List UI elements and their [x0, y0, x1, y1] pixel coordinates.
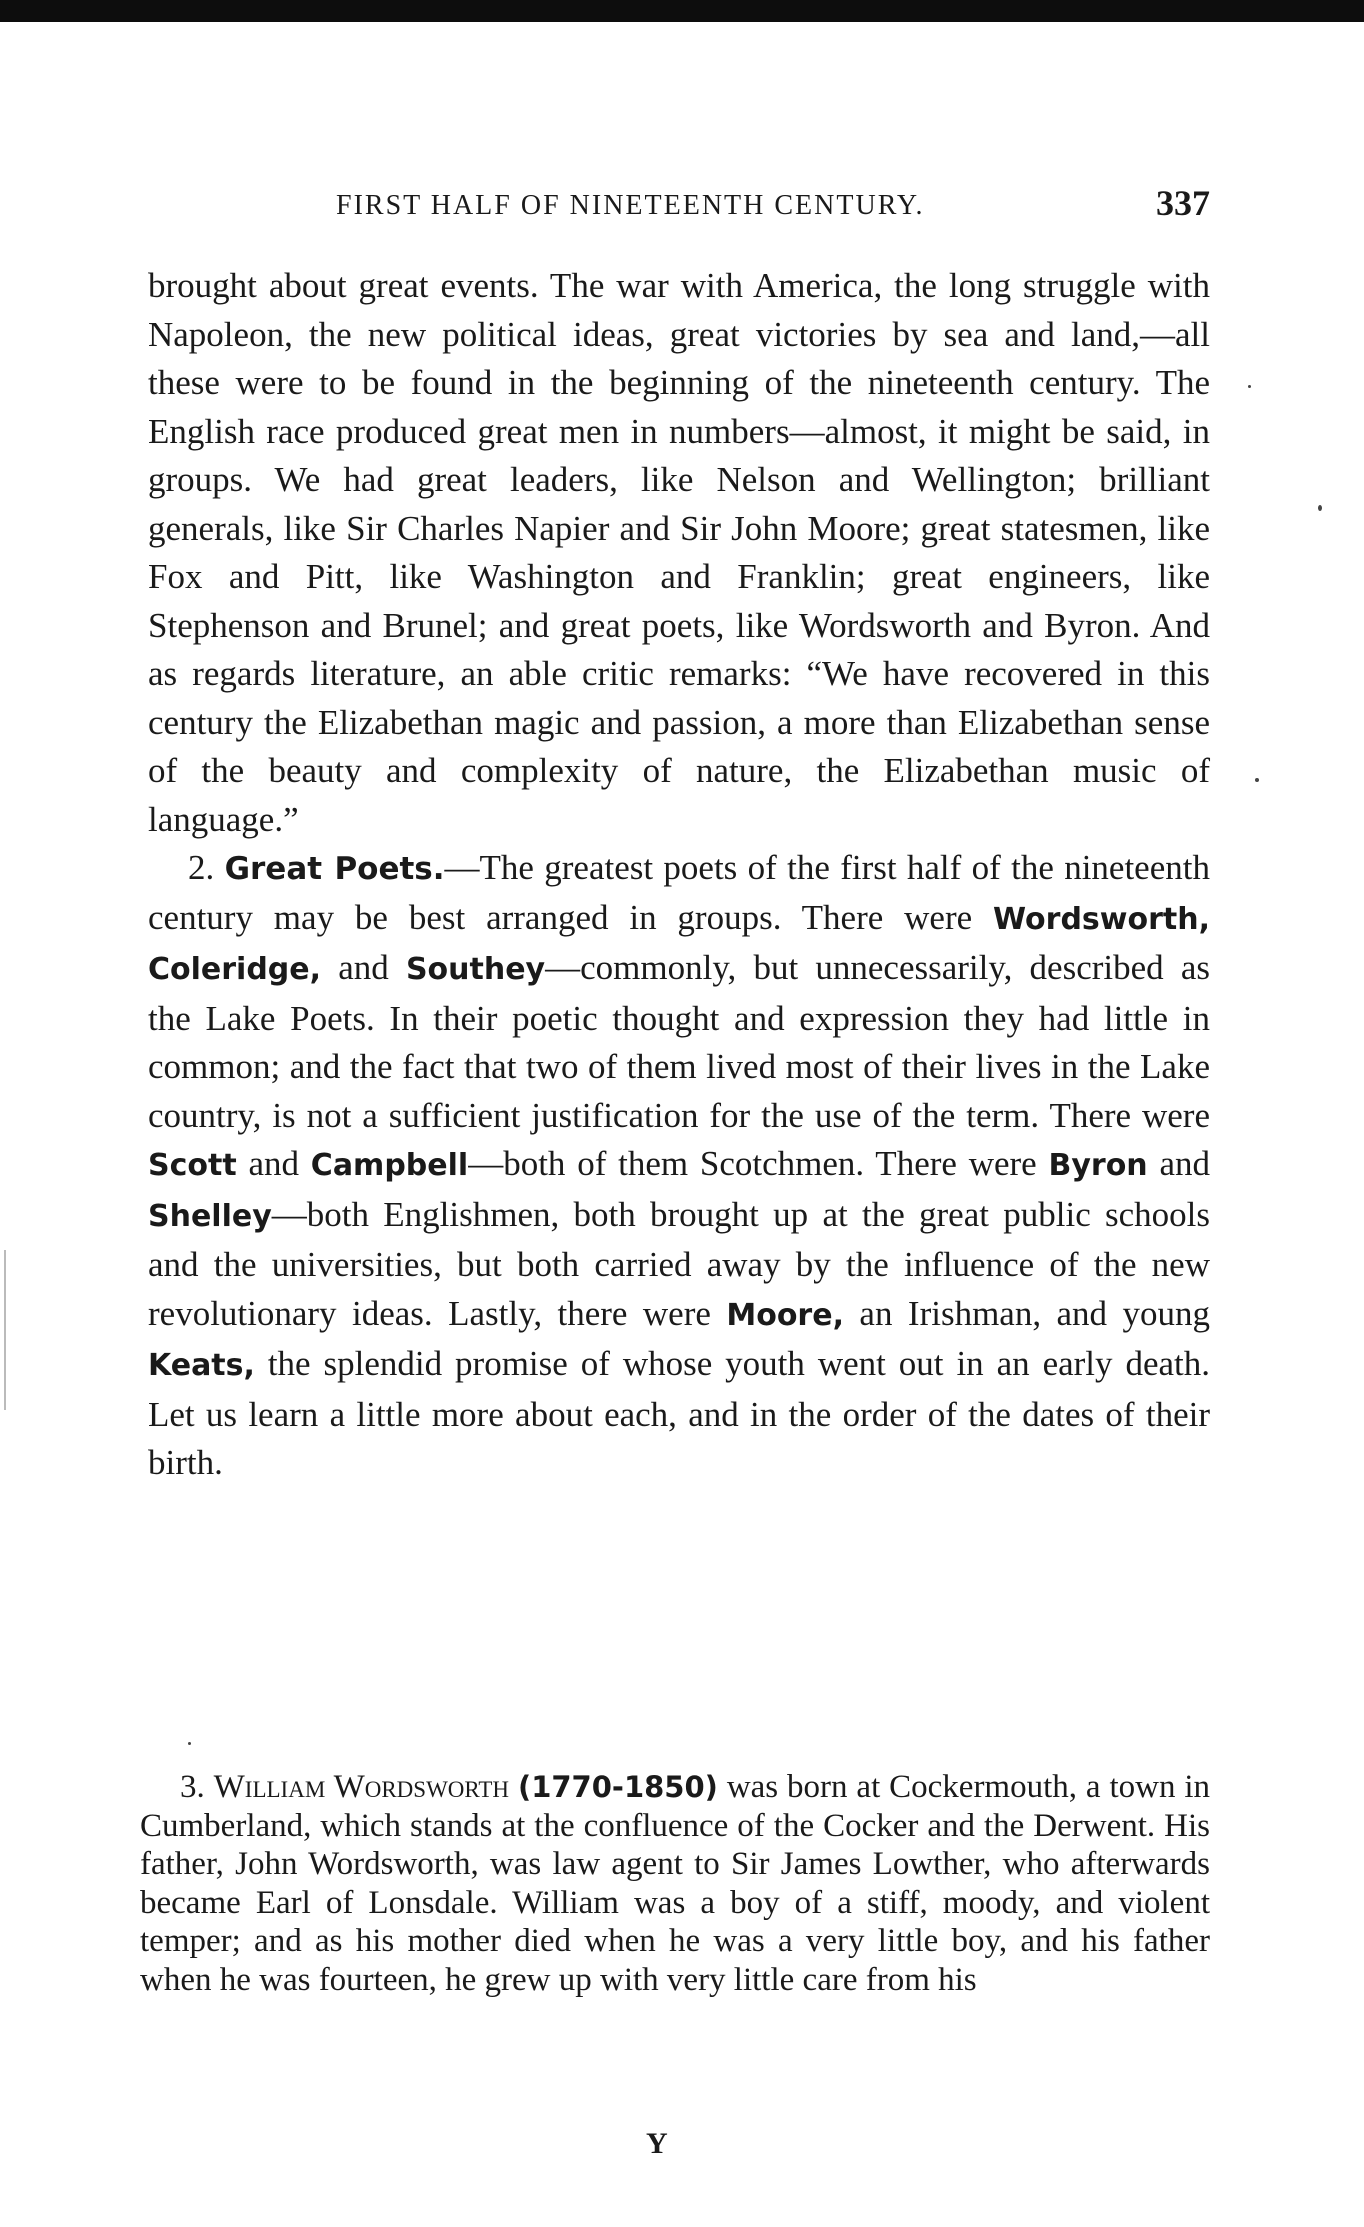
- running-head: FIRST HALF OF NINETEENTH CENTURY.: [336, 190, 925, 221]
- page-header: [148, 178, 1210, 228]
- text-run: —The greatest poets of the first half of the nineteenth century may be best arranged in groups. There were: [148, 848, 1210, 937]
- scan-speck: [188, 1742, 191, 1745]
- scan-speck: [1255, 778, 1259, 782]
- life-dates: (1770-1850): [517, 1770, 718, 1804]
- paragraph-3: [140, 1768, 1210, 1999]
- scan-speck: [1318, 505, 1322, 511]
- poet-name: Scott: [148, 1148, 237, 1183]
- poet-name: Moore,: [726, 1297, 844, 1333]
- text-run: the splendid promise of whose youth went out in an early death. Let us learn a little more about each, and in the order of the dates of their birth.: [148, 1344, 1210, 1482]
- poet-name: Campbell: [310, 1148, 469, 1183]
- subject-name: William Wordsworth: [213, 1769, 510, 1805]
- text-run: and: [1147, 1144, 1210, 1183]
- text-run: —both of them Scotchmen. There were: [468, 1144, 1049, 1183]
- poet-name: Coleridge,: [148, 952, 322, 987]
- paragraph-2: [148, 844, 1210, 1488]
- section-number: 3.: [180, 1769, 205, 1805]
- poet-name: Wordsworth,: [993, 901, 1210, 937]
- text-run: was born at Cockermouth, a town in Cumberland, which stands at the confluence of the Cocker and the Derwent. His father, John Wordsworth, was law agent to Sir James Lowther, who afterwards became Earl of Lonsdale. William was a boy of a stiff, moody, and violent temper; and as his mother died when he was a very little boy, and his father when he was fourteen, he grew up with very little care from his: [140, 1769, 1211, 1998]
- paragraph-1: brought about great events. The war with America, the long struggle with Napoleon, the new political ideas, great victories by sea and land,—all these were to be found in the beginning of the nineteenth century. The English race produced great men in numbers—almost, it might be said, in groups. We had great leaders, like Nelson and Wellington; brilliant generals, like Sir Charles Napier and Sir John Moore; great statesmen, like Fox and Pitt, like Washington and Franklin; great engineers, like Stephenson and Brunel; and great poets, like Wordsworth and Byron. And as regards literature, an able critic remarks: “We have recovered in this century the Elizabethan magic and passion, a more than Elizabethan sense of the beauty and complexity of nature, the Elizabethan music of language.”: [148, 266, 1210, 839]
- page-number: 337: [1156, 183, 1210, 223]
- text-run: —commonly, but unnecessarily, described as the Lake Poets. In their poetic thought and expression they had little in common; and the fact that two of them lived most of their lives in the Lake country, is not a sufficient justification for the use of the term. There were: [148, 948, 1210, 1135]
- poet-name: Southey: [405, 952, 546, 987]
- poet-name: Keats,: [148, 1348, 255, 1383]
- section-3: [140, 1768, 1210, 1999]
- poet-name: Byron: [1048, 1148, 1148, 1183]
- main-text: [148, 262, 1210, 1488]
- poet-name: Shelley: [148, 1198, 272, 1234]
- section-heading: Great Poets.: [224, 851, 445, 887]
- scan-top-edge: [0, 0, 1364, 22]
- text-run: —both Englishmen, both brought up at the great public schools and the universities, but both carried away by the influence of the new revolutionary ideas. Lastly, there were: [148, 1194, 1210, 1333]
- text-run: and: [321, 948, 406, 987]
- scan-speck: [4, 1250, 6, 1410]
- text-run: and: [236, 1144, 311, 1183]
- scan-speck: [1248, 385, 1251, 388]
- text-run: an Irishman, and young: [843, 1293, 1210, 1333]
- signature-mark: Y: [646, 2127, 668, 2160]
- section-number: 2.: [188, 848, 215, 887]
